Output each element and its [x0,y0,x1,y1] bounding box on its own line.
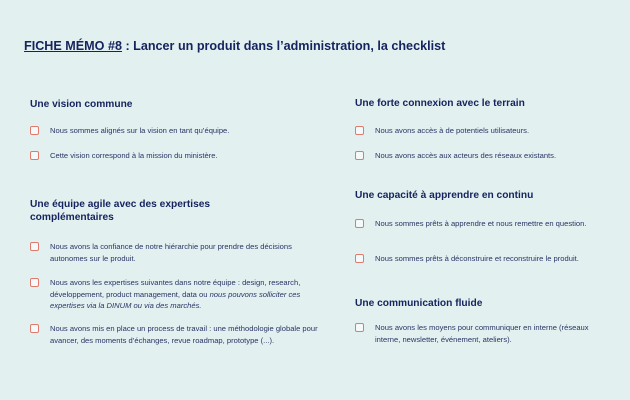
section-title-field: Une forte connexion avec le terrain [355,98,525,109]
checkbox[interactable] [355,254,364,263]
checkbox[interactable] [355,323,364,332]
section-title-team: Une équipe agile avec des expertises complémentaires [30,199,211,223]
checklist-item-text: Nous sommes prêts à déconstruire et reconstruire le produit. [375,254,579,263]
checklist-item-text: Nous avons mis en place un process de travail : une méthodologie globale pour avancer, des moments d’échanges, revue roadmap, prototype (...). [50,324,318,345]
checklist-item-text: Cette vision correspond à la mission du ministère. [50,151,218,160]
checkbox[interactable] [355,126,364,135]
page-title [24,39,445,53]
checkbox[interactable] [355,219,364,228]
section-title-communication: Une communication fluide [355,298,483,309]
checkbox[interactable] [355,151,364,160]
checklist-item-text: Nous avons accès à de potentiels utilisateurs. [375,126,530,135]
checklist-item-text [50,277,325,312]
checklist-item-text: Nous sommes prêts à apprendre et nous remettre en question. [375,219,587,228]
section-title-learning: Une capacité à apprendre en continu [355,190,534,201]
checklist-item-text: Nous avons accès aux acteurs des réseaux existants. [375,151,557,160]
page-title-text: : Lancer un produit dans l’administration, la checklist [121,39,446,53]
checklist-item-text-emphasis: nous pouvons solliciter ces expertises via la DINUM ou via des marchés. [50,289,301,311]
checklist-item-text: Nous avons la confiance de notre hiérarchie pour prendre des décisions autonomes sur le produit. [50,242,292,263]
checkbox[interactable] [30,278,39,287]
memo-number: FICHE MÉMO #8 [24,39,122,53]
checkbox[interactable] [30,242,39,251]
section-title-vision: Une vision commune [30,99,133,110]
checklist-item-text: Nous sommes alignés sur la vision en tant qu’équipe. [50,126,230,135]
checklist-item-text: Nous avons les moyens pour communiquer en interne (réseaux interne, newsletter, événement, ateliers). [375,323,589,344]
checkbox[interactable] [30,324,39,333]
checkbox[interactable] [30,126,39,135]
checklist-item-text-main: Nous avons les expertises suivantes dans notre équipe : design, research, développement, product management, data ou [50,278,301,299]
checkbox[interactable] [30,151,39,160]
